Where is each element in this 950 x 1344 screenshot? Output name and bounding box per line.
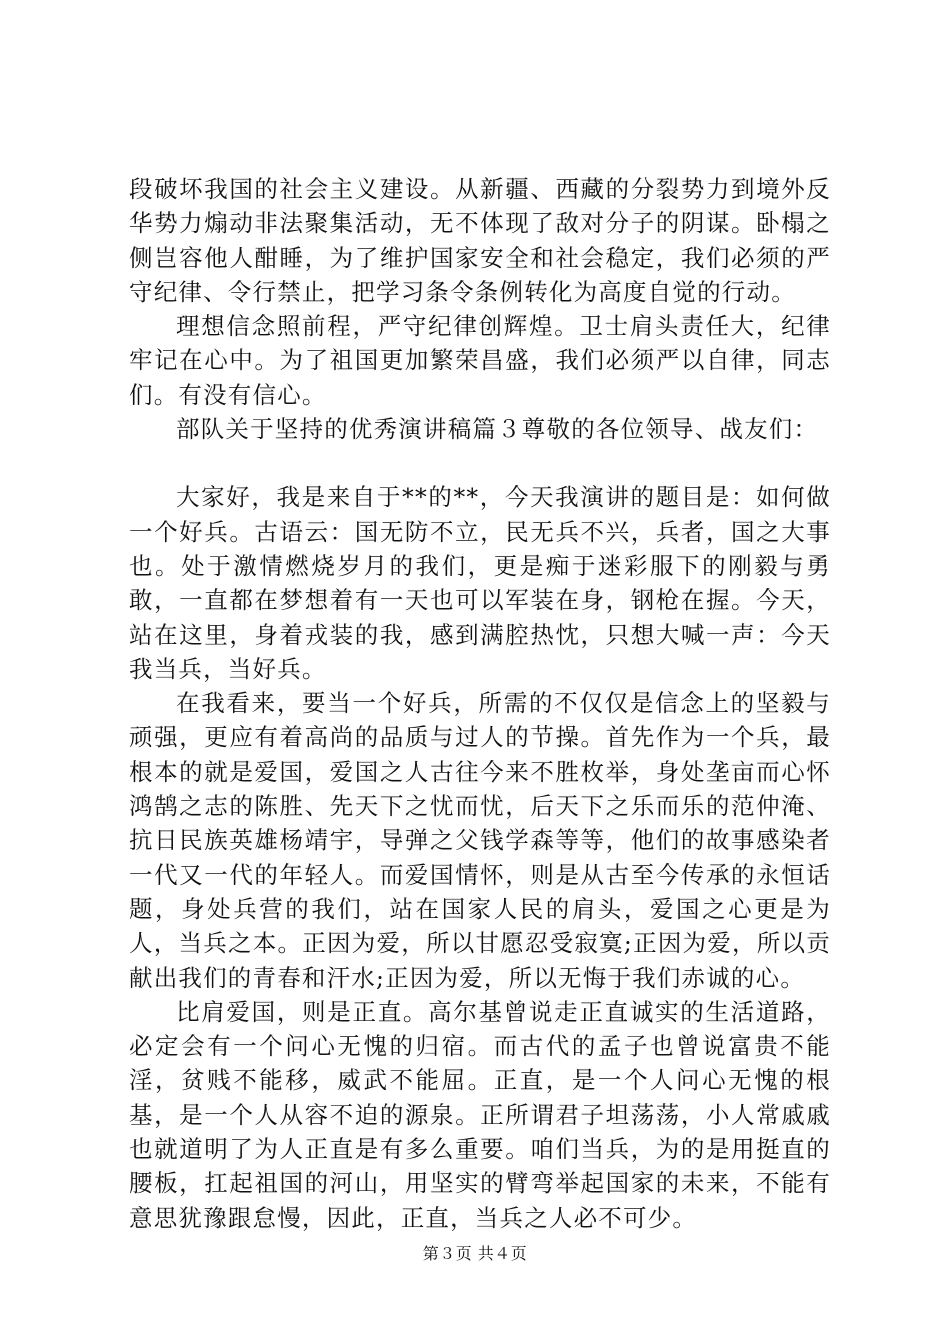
paragraph-continuation: 段破坏我国的社会主义建设。从新疆、西藏的分裂势力到境外反华势力煽动非法聚集活动，无不体现了敌对分子的阴谋。卧榻之侧岂容他人酣睡，为了维护国家安全和社会稳定，我们必须的严守纪律、令行禁止，把学习条令条例转化为高度自觉的行动。: [129, 175, 831, 306]
paragraph-greeting: 大家好，我是来自于**的**，今天我演讲的题目是：如何做一个好兵。古语云：国无防不立，民无兵不兴，兵者，国之大事也。处于激情燃烧岁月的我们，更是痴于迷彩服下的刚毅与勇敢，一直都在梦想着有一天也可以军装在身，钢枪在握。今天，站在这里，身着戎装的我，感到满腔热忱，只想大喊一声：今天我当兵，当好兵。: [129, 483, 831, 683]
blank-line: [129, 446, 831, 480]
page-number-footer: 第３页 共４页: [422, 1244, 528, 1263]
section-heading: 部队关于坚持的优秀演讲稿篇３尊敬的各位领导、战友们：: [176, 415, 819, 444]
paragraph-patriotism: 在我看来，要当一个好兵，所需的不仅仅是信念上的坚毅与顽强，更应有着高尚的品质与过人的节操。首先作为一个兵，最根本的就是爱国，爱国之人古往今来不胜枚举，身处垄亩而心怀鸿鹄之志的陈胜、先天下之忧而忧，后天下之乐而乐的范仲淹、抗日民族英雄杨靖宇，导弹之父钱学森等等，他们的故事感染者一代又一代的年轻人。而爱国情怀，则是从古至今传承的永恒话题，身处兵营的我们，站在国家人民的肩头，爱国之心更是为人，当兵之本。正因为爱，所以甘愿忍受寂寞;正因为爱，所以贡献出我们的青春和汗水;正因为爱，所以无悔于我们赤诚的心。: [129, 689, 831, 992]
paragraph-discipline: 理想信念照前程，严守纪律创辉煌。卫士肩头责任大，纪律牢记在心中。为了祖国更加繁荣昌盛，我们必须严以自律，同志们。有没有信心。: [129, 312, 831, 409]
document-body: [129, 172, 831, 1235]
paragraph-integrity: 比肩爱国，则是正直。高尔基曾说走正直诚实的生活道路，必定会有一个问心无愧的归宿。而古代的孟子也曾说富贵不能淫，贫贱不能移，威武不能屈。正直，是一个人问心无愧的根基，是一个人从容不迫的源泉。正所谓君子坦荡荡，小人常戚戚也就道明了为人正直是有多么重要。咱们当兵，为的是用挺直的腰板，扛起祖国的河山，用坚实的臂弯举起国家的未来，不能有意思犹豫跟怠慢，因此，正直，当兵之人必不可少。: [129, 997, 831, 1232]
